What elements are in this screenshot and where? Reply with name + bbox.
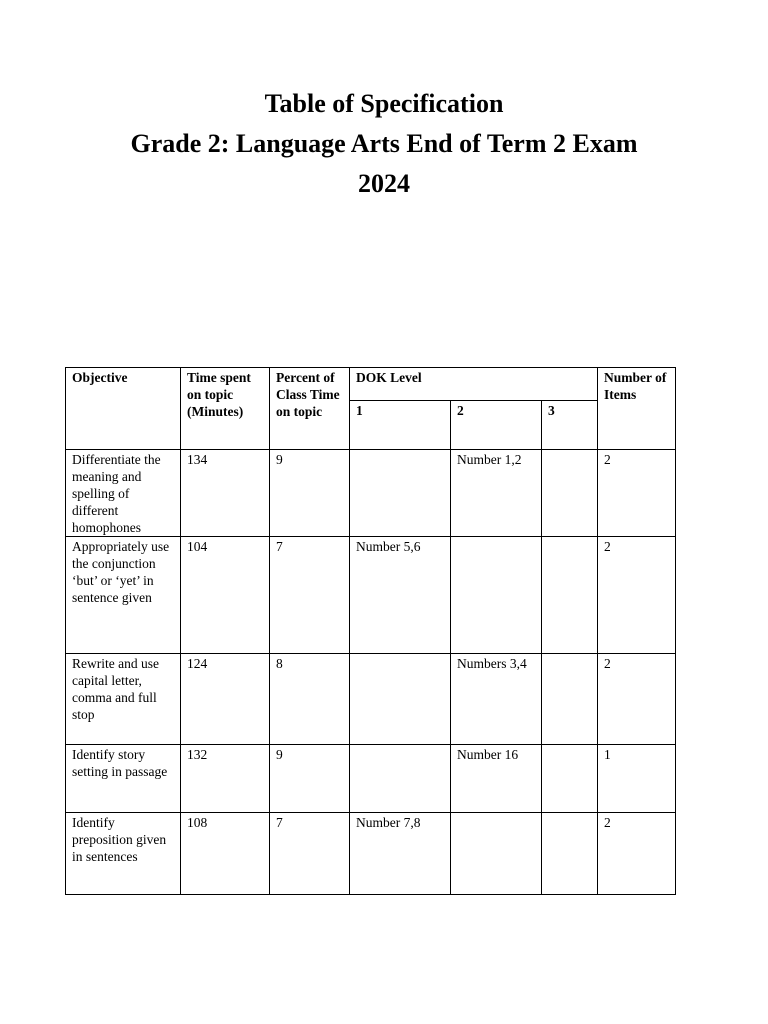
- cell-dok-2: Number 16: [451, 745, 542, 813]
- cell-percent: 8: [270, 654, 350, 745]
- table-row: [66, 745, 676, 813]
- header-number-of-items: Number of Items: [598, 368, 676, 450]
- title-line-3: 2024: [358, 169, 410, 198]
- cell-dok-2: [451, 813, 542, 895]
- title-line-2: Grade 2: Language Arts End of Term 2 Exam: [130, 129, 638, 158]
- cell-percent: 9: [270, 745, 350, 813]
- cell-time: 104: [181, 537, 270, 654]
- cell-dok-3: [542, 537, 598, 654]
- header-dok-3: 3: [542, 401, 598, 450]
- header-percent: Percent of Class Time on topic: [270, 368, 350, 450]
- cell-dok-1: Number 7,8: [350, 813, 451, 895]
- cell-objective: Appropriately use the conjunction ‘but’ or ‘yet’ in sentence given: [66, 537, 181, 654]
- document-title: [0, 84, 768, 204]
- specification-table: [65, 367, 676, 895]
- cell-number-of-items: 2: [598, 450, 676, 537]
- cell-dok-1: [350, 654, 451, 745]
- header-time: Time spent on topic (Minutes): [181, 368, 270, 450]
- cell-dok-3: [542, 813, 598, 895]
- table-row: [66, 450, 676, 537]
- cell-objective: Identify story setting in passage: [66, 745, 181, 813]
- cell-number-of-items: 2: [598, 654, 676, 745]
- cell-time: 124: [181, 654, 270, 745]
- cell-dok-1: [350, 745, 451, 813]
- cell-dok-2: Number 1,2: [451, 450, 542, 537]
- cell-time: 132: [181, 745, 270, 813]
- header-dok-1: 1: [350, 401, 451, 450]
- cell-percent: 7: [270, 537, 350, 654]
- cell-dok-1: [350, 450, 451, 537]
- cell-dok-3: [542, 450, 598, 537]
- header-objective: Objective: [66, 368, 181, 450]
- cell-number-of-items: 2: [598, 813, 676, 895]
- header-row: [66, 368, 676, 401]
- cell-dok-1: Number 5,6: [350, 537, 451, 654]
- header-dok-level: DOK Level: [350, 368, 598, 401]
- cell-objective: Differentiate the meaning and spelling of different homophones: [66, 450, 181, 537]
- table-row: [66, 654, 676, 745]
- cell-objective: Identify preposition given in sentences: [66, 813, 181, 895]
- cell-dok-2: Numbers 3,4: [451, 654, 542, 745]
- table-row: [66, 537, 676, 654]
- cell-dok-2: [451, 537, 542, 654]
- header-dok-2: 2: [451, 401, 542, 450]
- title-line-1: Table of Specification: [264, 89, 504, 118]
- cell-time: 134: [181, 450, 270, 537]
- cell-time: 108: [181, 813, 270, 895]
- cell-dok-3: [542, 745, 598, 813]
- cell-percent: 7: [270, 813, 350, 895]
- table-row: [66, 813, 676, 895]
- cell-objective: Rewrite and use capital letter, comma and full stop: [66, 654, 181, 745]
- cell-percent: 9: [270, 450, 350, 537]
- cell-number-of-items: 2: [598, 537, 676, 654]
- cell-dok-3: [542, 654, 598, 745]
- cell-number-of-items: 1: [598, 745, 676, 813]
